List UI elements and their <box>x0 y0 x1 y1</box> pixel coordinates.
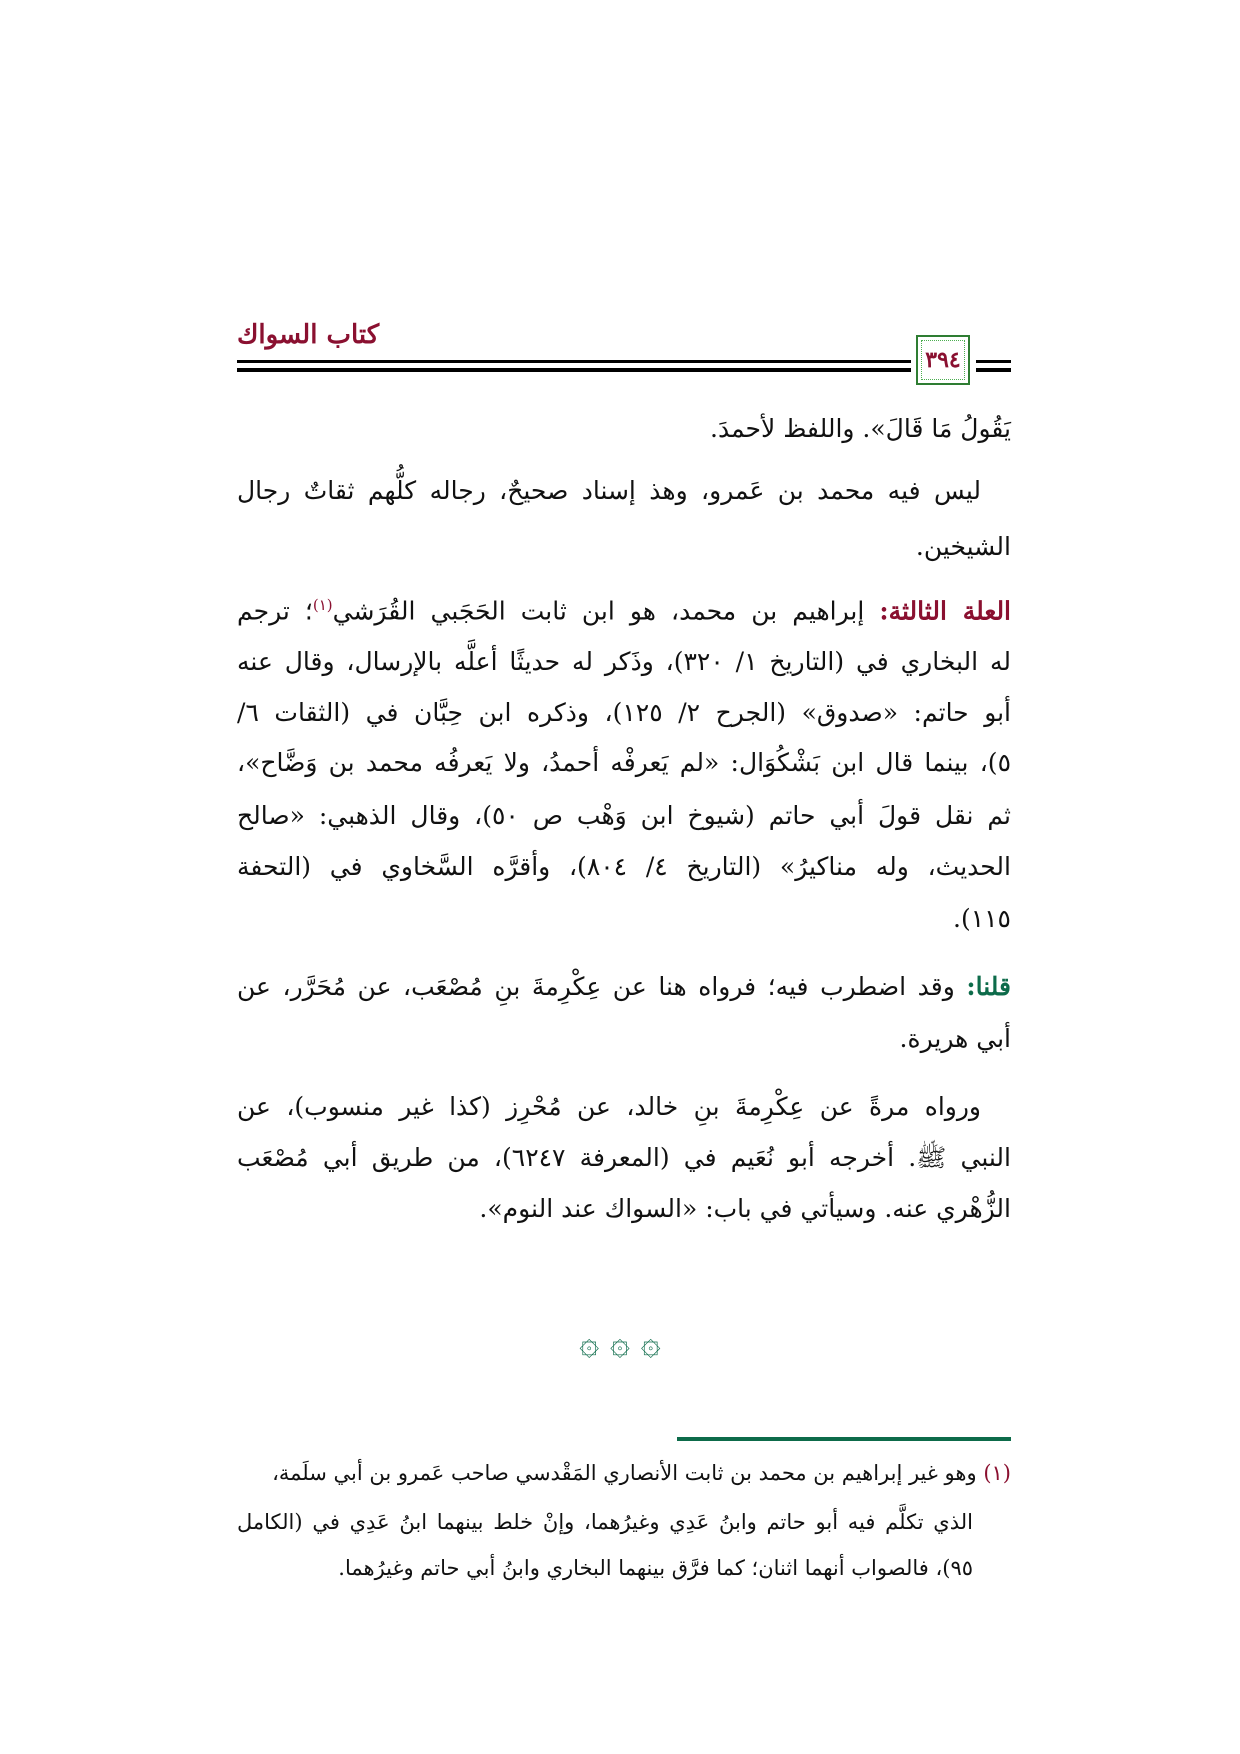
paragraph-line: ثم نقل قولَ أبي حاتم (شيوخ ابن وَهْب ص ٥٠)، وقال الذهبي: «صالح <box>237 801 1011 830</box>
page-number-badge <box>916 335 970 385</box>
paragraph-line: الزُّهْري عنه. وسيأتي في باب: «السواك عند النوم». <box>479 1194 1011 1223</box>
ornament-glyphs: ۞ ۞ ۞ <box>579 1323 661 1363</box>
section-label-third-defect: العلة الثالثة: <box>879 596 1012 626</box>
paragraph-line: أبو حاتم: «صدوق» (الجرح ٢/ ١٢٥)، وذكره ابن حِبَّان في (الثقات ٦/ <box>237 698 1012 727</box>
paragraph-line: النبي ﷺ. أخرجه أبو نُعَيم في (المعرفة ٦٢٤٧)، من طريق أبي مُصْعَب <box>237 1143 1011 1172</box>
paragraph-line: الشيخين. <box>915 532 1011 561</box>
paragraph-line: ليس فيه محمد بن عَمرو، وهذ إسناد صحيحٌ، رجاله كلُّهم ثقاتٌ رجال <box>237 476 981 505</box>
header-rule-bottom <box>237 368 911 372</box>
footnote-line <box>237 1461 1011 1486</box>
paragraph-line: ورواه مرةً عن عِكْرِمةَ بنِ خالد، عن مُحْرِز (كذا غير منسوب)، عن <box>237 1092 981 1121</box>
paragraph-line: ٥)، بينما قال ابن بَشْكُوَال: «لم يَعرفْه أحمدُ، ولا يَعرفُه محمد بن وَضَّاح»، <box>237 748 1011 777</box>
header-rule-right-top <box>976 360 1011 363</box>
header-rule-top <box>237 360 911 363</box>
section-divider-ornament <box>0 1322 1240 1363</box>
paragraph-line: أبي هريرة. <box>899 1024 1011 1053</box>
paragraph-line <box>237 596 1011 626</box>
paragraph-line: ١١٥). <box>953 904 1011 933</box>
line-text: إبراهيم بن محمد، هو ابن ثابت الحَجَبي القُرَشي <box>332 596 865 626</box>
header-rule-right-bottom <box>976 368 1011 372</box>
paragraph-line <box>237 972 1011 1002</box>
paragraph-line: له البخاري في (التاريخ ١/ ٣٢٠)، وذَكر له حديثًا أعلَّه بالإرسال، وقال عنه <box>237 647 1012 676</box>
line-text: وهو غير إبراهيم بن محمد بن ثابت الأنصاري المَقْدسي صاحب عَمرو بن أبي سلَمة، <box>272 1461 977 1485</box>
footnote-line: ٩٥)، فالصواب أنهما اثنان؛ كما فرَّق بينهما البخاري وابنُ أبي حاتم وغيرُهما. <box>338 1556 973 1580</box>
line-text: وقد اضطرب فيه؛ فرواه هنا عن عِكْرِمةَ بنِ مُصْعَب، عن مُحَرَّر، عن <box>237 972 955 1001</box>
footnote-line: الذي تكلَّم فيه أبو حاتم وابنُ عَدِي وغيرُهما، وإنْ خلط بينهما ابنُ عَدِي في (الكامل <box>237 1510 973 1534</box>
footnote-ref[interactable]: (١) <box>312 596 333 614</box>
page-number: ٣٩٤ <box>925 347 961 373</box>
running-header-title: كتاب السواك <box>237 320 380 350</box>
section-label-we-said: قلنا: <box>966 972 1011 1001</box>
footnote-rule <box>677 1437 1011 1441</box>
line-text: ؛ ترجم <box>237 596 313 626</box>
footnote-number: (١) <box>983 1461 1011 1485</box>
paragraph-line: يَقُولُ مَا قَالَ». واللفظ لأحمدَ. <box>710 414 1011 443</box>
paragraph-line: الحديث، وله مناكيرُ» (التاريخ ٤/ ٨٠٤)، وأقرَّه السَّخاوي في (التحفة <box>237 852 1011 881</box>
